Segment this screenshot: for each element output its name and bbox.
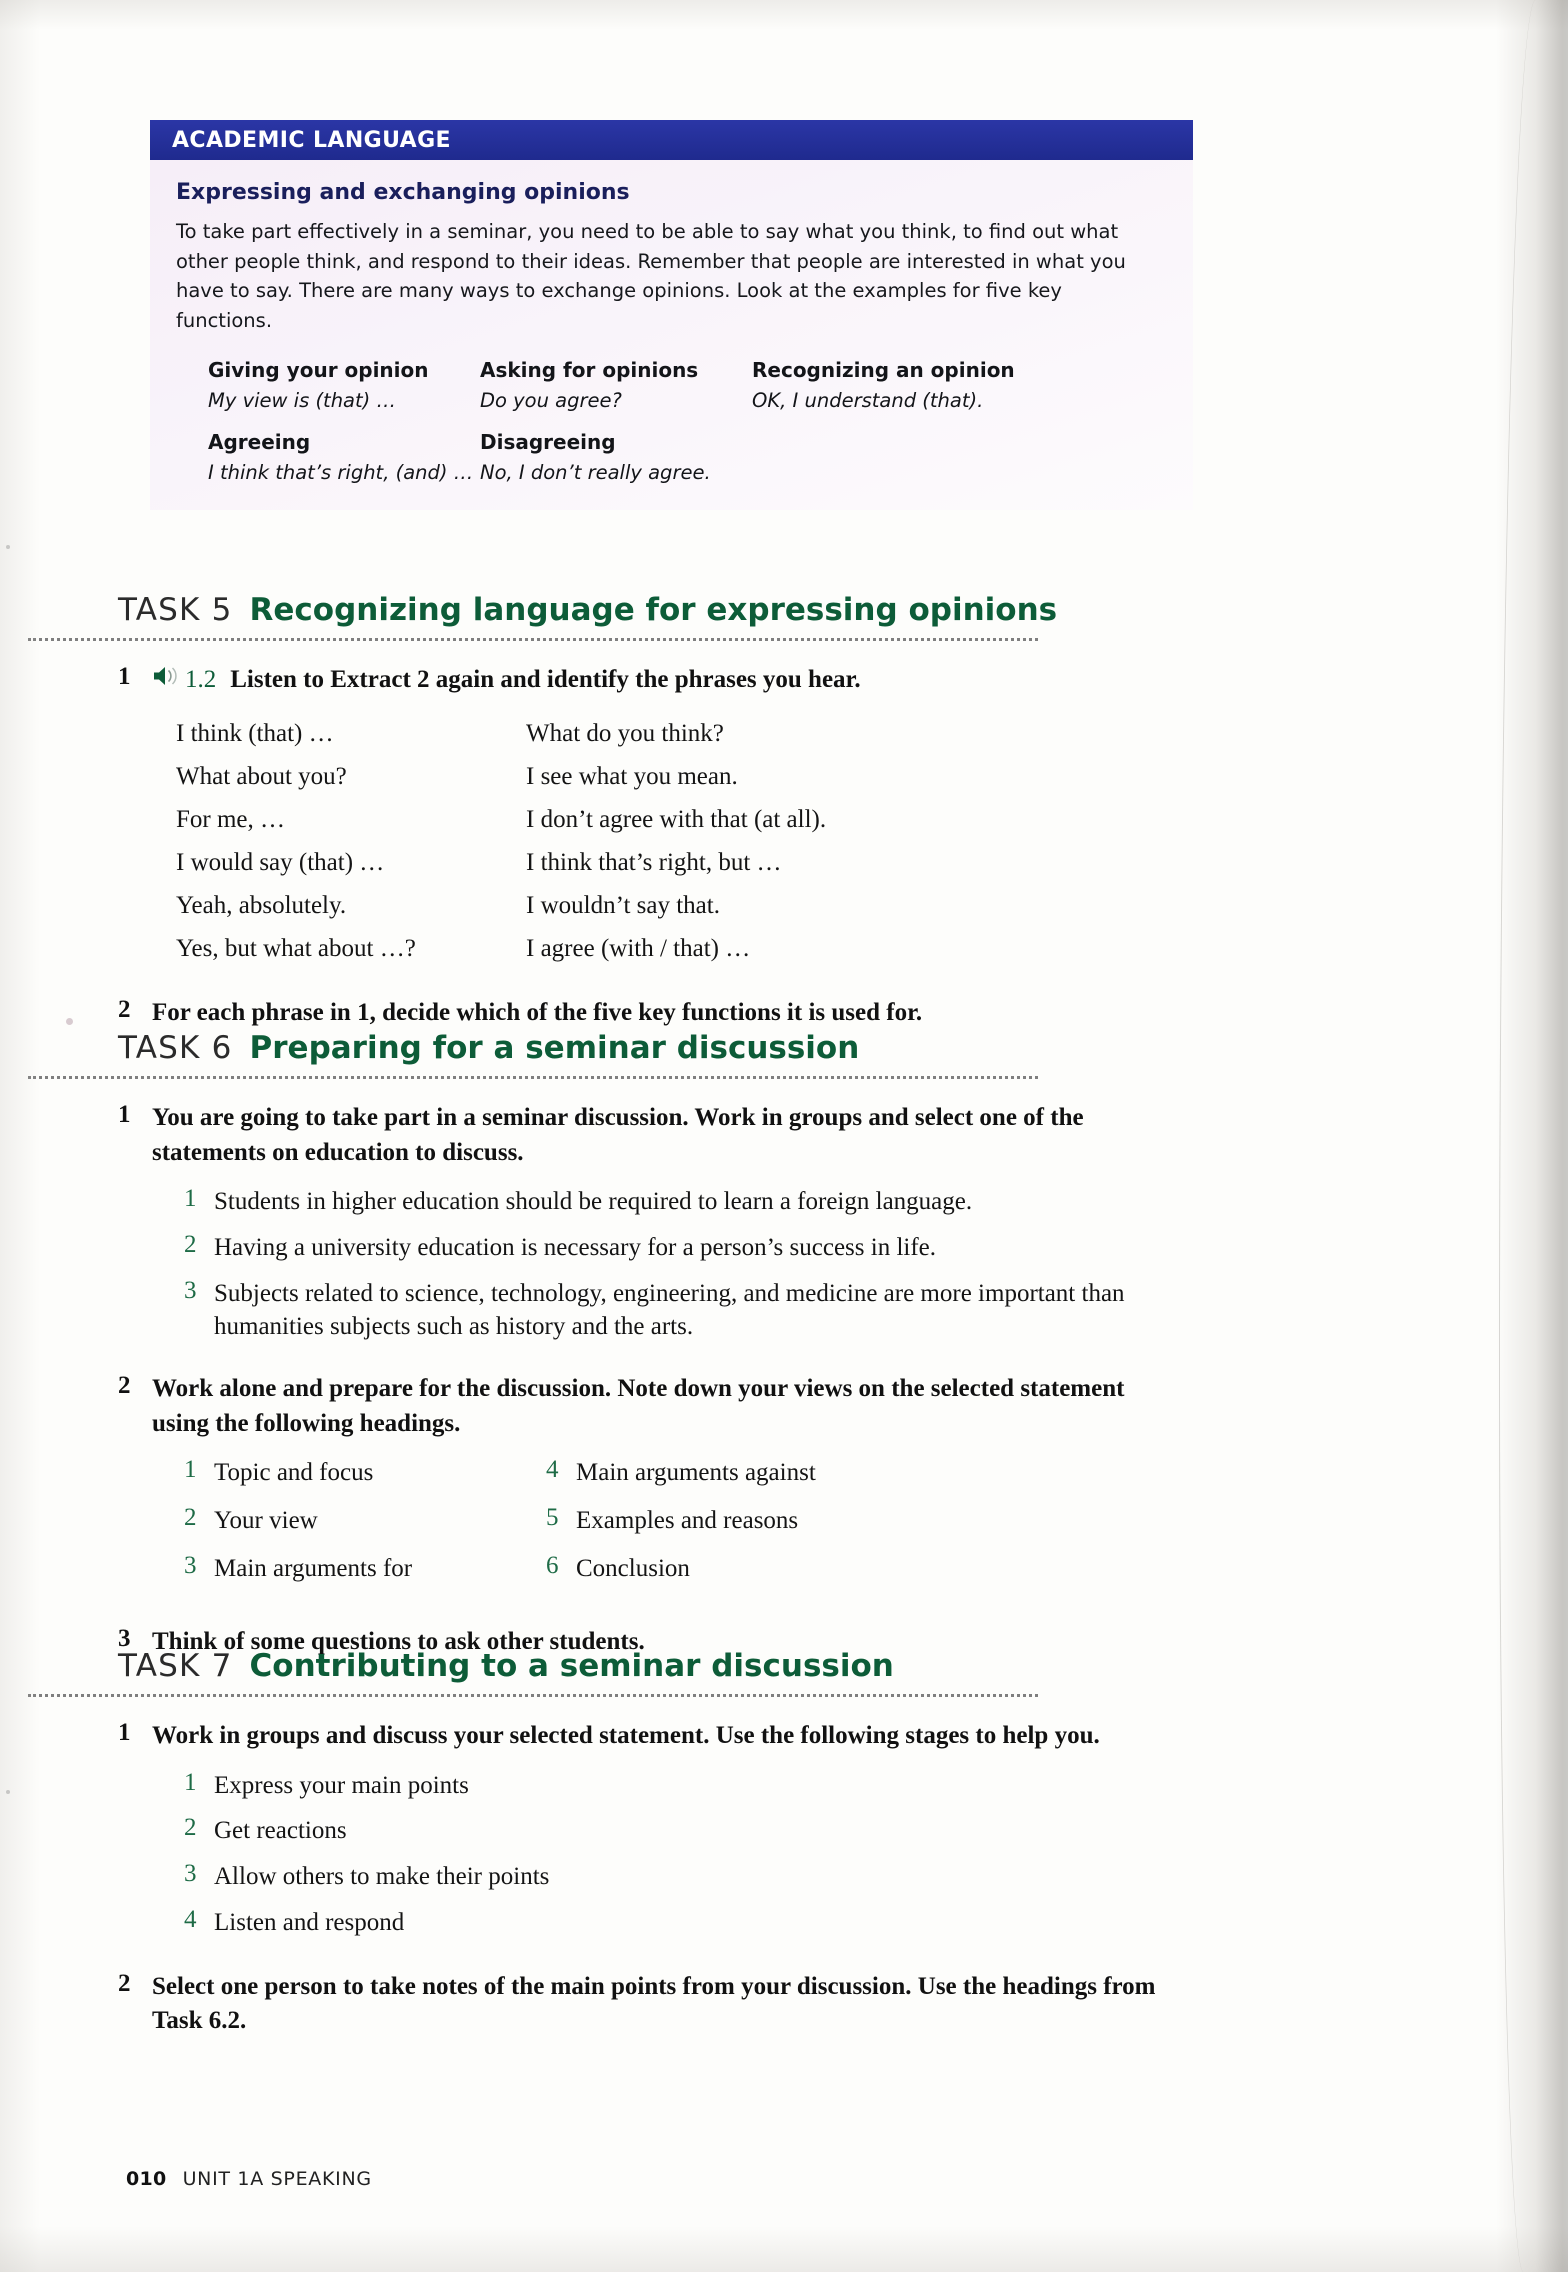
phrase-item[interactable]: For me, … [176, 805, 286, 833]
list-item-number: 2 [184, 1503, 197, 1531]
list-item-text: Your view [214, 1506, 318, 1534]
function-recognizing-an-opinion [752, 358, 1024, 412]
exercise-instruction: Work in groups and discuss your selected statement. Use the following stages to help you. [152, 1722, 1100, 1749]
phrase-item[interactable]: I think that’s right, but … [526, 848, 782, 876]
list-item-number: 3 [184, 1551, 197, 1579]
list-item-text: Main arguments for [214, 1554, 413, 1582]
list-item-number: 5 [546, 1503, 559, 1531]
scan-speck [6, 545, 10, 549]
function-example: OK, I understand (that). [752, 388, 984, 412]
task-5-label: TASK 5 [118, 592, 233, 628]
list-item[interactable] [184, 1456, 546, 1490]
phrase-item[interactable]: Yeah, absolutely. [176, 891, 347, 919]
list-item-text: Examples and reasons [576, 1506, 799, 1534]
task-6-section [0, 1030, 1568, 1660]
function-example: No, I don’t really agree. [480, 460, 711, 484]
function-disagreeing [480, 430, 752, 484]
exercise-instruction: Think of some questions to ask other students. [152, 1628, 645, 1656]
list-item[interactable] [546, 1504, 908, 1538]
list-item-number: 2 [184, 1814, 197, 1842]
statement-list [152, 1185, 1448, 1344]
exercise-number: 2 [118, 1372, 131, 1399]
function-title: Asking for opinions [480, 357, 699, 382]
list-item-text: Get reactions [214, 1817, 347, 1845]
list-item-number: 3 [184, 1860, 197, 1887]
function-example: Do you agree? [480, 388, 622, 412]
function-example: My view is (that) … [208, 388, 396, 412]
task-6-divider [28, 1073, 1038, 1079]
task-7-title: Contributing to a seminar discussion [249, 1648, 894, 1684]
academic-language-box [150, 120, 1193, 510]
academic-language-paragraph: To take part effectively in a seminar, you need to be able to say what you think, to find out what other people think, and respond to their ideas. Remember that people are interested in what you have to say. There are many ways to exchange opinions. Look at the examples for five key functions. [176, 220, 1126, 332]
headings-column-right [546, 1456, 908, 1599]
audio-track-number: 1.2 [185, 666, 217, 693]
exercise-instruction: For each phrase in 1, decide which of the five key functions it is used for. [152, 998, 923, 1026]
phrase-item[interactable]: I wouldn’t say that. [526, 891, 720, 919]
phrase-item[interactable]: What do you think? [526, 719, 724, 747]
exercise-number: 2 [118, 1969, 131, 1997]
list-item[interactable] [184, 1906, 1448, 1940]
exercise-number: 1 [118, 1719, 131, 1746]
academic-language-subtitle: Expressing and exchanging opinions [176, 180, 630, 205]
task-6-heading-wrap [0, 1030, 1568, 1073]
phrase-item[interactable]: What about you? [176, 762, 347, 790]
list-item-number: 6 [546, 1551, 559, 1579]
phrase-item[interactable]: I see what you mean. [526, 762, 738, 790]
list-item-text: Having a university education is necessary for a person’s success in life. [214, 1233, 937, 1261]
phrase-column-left [176, 712, 526, 970]
exercise-instruction: Select one person to take notes of the main points from your discussion. Use the headings from Task 6.2. [152, 1972, 1156, 2034]
task-6-label: TASK 6 [118, 1030, 233, 1066]
exercise-number: 1 [118, 663, 131, 690]
audio-track-tag[interactable] [152, 663, 220, 698]
list-item-number: 1 [184, 1456, 197, 1483]
phrase-item[interactable]: I agree (with / that) … [526, 934, 751, 962]
task-5-title: Recognizing language for expressing opinions [249, 592, 1058, 628]
phrase-item[interactable]: I think (that) … [176, 719, 334, 747]
list-item[interactable] [184, 1769, 1448, 1803]
task-7-exercise-1 [0, 1719, 1568, 1940]
list-item-text: Students in higher education should be required to learn a foreign language. [214, 1188, 973, 1215]
list-item-text: Subjects related to science, technology, engineering, and medicine are more important than humanities subjects such as history and the arts. [214, 1279, 1125, 1341]
phrase-column-right [526, 712, 826, 970]
task-5-exercise-2 [0, 996, 1568, 1031]
key-functions-row-2 [208, 430, 1167, 484]
exercise-number: 3 [118, 1625, 131, 1653]
task-5-heading-wrap [0, 592, 1568, 635]
stages-list [152, 1769, 1448, 1940]
task-7-exercise-2 [0, 1970, 1568, 2039]
function-title: Disagreeing [480, 429, 616, 454]
key-functions-grid [176, 358, 1167, 484]
footer-unit-label: UNIT 1A SPEAKING [182, 2168, 372, 2190]
key-functions-row-1 [208, 358, 1167, 412]
function-title: Agreeing [208, 429, 311, 454]
function-agreeing [208, 430, 480, 484]
list-item-text: Express your main points [214, 1771, 469, 1799]
list-item[interactable] [184, 1231, 1448, 1265]
list-item-number: 3 [184, 1276, 197, 1304]
list-item-text: Conclusion [576, 1554, 690, 1582]
function-asking-for-opinions [480, 358, 752, 412]
phrase-list [152, 712, 1448, 970]
list-item-number: 1 [184, 1768, 197, 1796]
page-footer [126, 2168, 372, 2190]
list-item[interactable] [546, 1552, 908, 1586]
function-title: Giving your opinion [208, 357, 429, 382]
list-item-number: 4 [184, 1905, 197, 1933]
exercise-instruction [152, 663, 1162, 698]
task-7-divider [28, 1691, 1038, 1697]
function-giving-your-opinion [208, 358, 480, 412]
list-item-number: 2 [184, 1230, 197, 1258]
function-title: Recognizing an opinion [752, 357, 1015, 382]
task-6-exercise-1 [0, 1101, 1568, 1344]
academic-language-header-label: ACADEMIC LANGUAGE [172, 127, 451, 153]
list-item[interactable] [184, 1552, 546, 1586]
task-6-heading [118, 1030, 1038, 1073]
exercise-instruction-text: Listen to Extract 2 again and identify the phrases you hear. [230, 666, 861, 693]
footer-page-number: 010 [126, 2168, 167, 2190]
scan-speck [66, 1018, 73, 1025]
list-item-number: 1 [184, 1185, 197, 1212]
phrase-item[interactable]: Yes, but what about …? [176, 934, 416, 962]
scan-speck [6, 1790, 10, 1794]
list-item-text: Allow others to make their points [214, 1863, 550, 1890]
list-item-text: Listen and respond [214, 1908, 405, 1936]
task-5-divider [28, 635, 1038, 641]
speaker-icon[interactable] [152, 663, 182, 698]
list-item[interactable] [184, 1185, 1448, 1219]
list-item[interactable] [184, 1814, 1448, 1848]
headings-list [152, 1456, 1448, 1599]
headings-column-left [184, 1456, 546, 1599]
exercise-number: 1 [118, 1101, 131, 1128]
task-6-title: Preparing for a seminar discussion [249, 1030, 860, 1066]
list-item[interactable] [184, 1860, 1448, 1894]
function-example: I think that’s right, (and) … [208, 460, 474, 484]
exercise-number: 2 [118, 995, 131, 1023]
task-5-heading [118, 592, 1058, 635]
task-7-heading [118, 1648, 1038, 1691]
academic-language-body [150, 160, 1193, 510]
list-item-text: Main arguments against [576, 1459, 816, 1486]
exercise-instruction: Work alone and prepare for the discussion. Note down your views on the selected statement using the following headings. [152, 1375, 1125, 1437]
task-7-label: TASK 7 [118, 1648, 233, 1684]
phrase-item[interactable]: I don’t agree with that (at all). [526, 805, 827, 833]
task-5-exercise-1 [0, 663, 1568, 970]
list-item[interactable] [546, 1456, 908, 1490]
list-item[interactable] [184, 1504, 546, 1538]
scan-shadow-top [0, 0, 1568, 30]
task-7-heading-wrap [0, 1648, 1568, 1691]
phrase-item[interactable]: I would say (that) … [176, 848, 385, 876]
list-item[interactable] [184, 1277, 1448, 1345]
task-5-section [0, 592, 1568, 1030]
scan-shadow-bottom [0, 2226, 1568, 2272]
academic-language-header [150, 120, 1193, 160]
list-item-text: Topic and focus [214, 1459, 374, 1486]
task-6-exercise-2 [0, 1372, 1568, 1599]
exercise-instruction: You are going to take part in a seminar discussion. Work in groups and select one of the statements on education to discuss. [152, 1104, 1084, 1166]
task-7-section [0, 1648, 1568, 2039]
list-item-number: 4 [546, 1456, 559, 1483]
